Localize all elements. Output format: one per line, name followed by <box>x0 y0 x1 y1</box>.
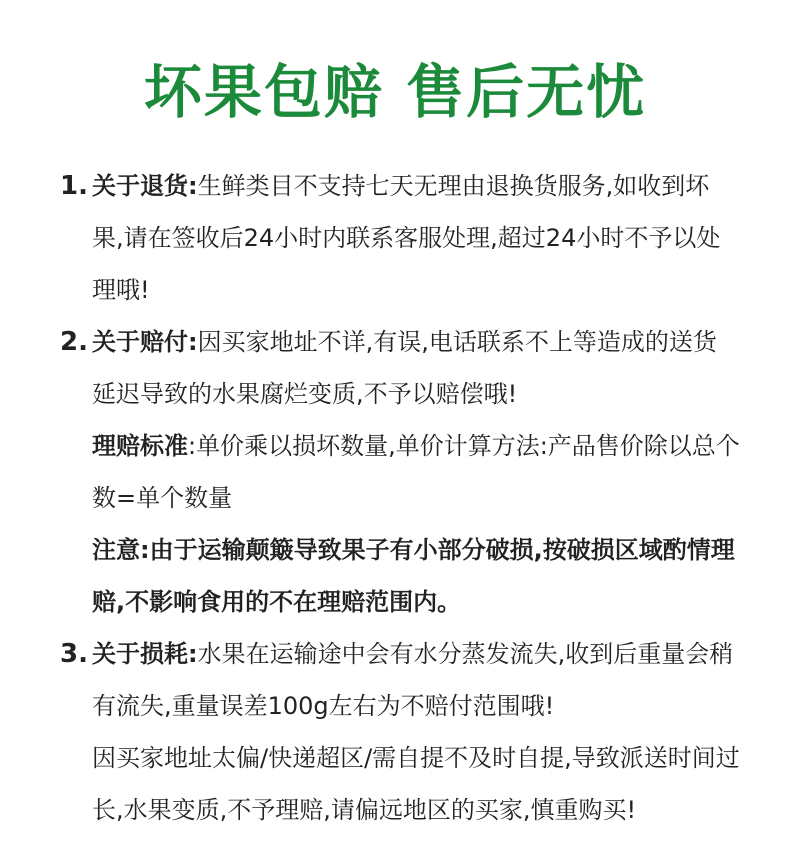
section-text: 生鲜类目不支持七天无理由退换货服务,如收到坏果,请在签收后24小时内联系客服处理,超过24小时不予以处理哦! <box>92 172 721 304</box>
section-label: 关于损耗: <box>92 640 198 668</box>
section-label: 关于退货: <box>92 172 198 200</box>
section-paragraph <box>92 160 740 316</box>
section-paragraph <box>92 316 740 420</box>
section-number: 2. <box>60 327 88 357</box>
remote-area-paragraph: 因买家地址太偏/快递超区/需自提不及时自提,导致派送时间过长,水果变质,不予理赔,请偏远地区的买家,慎重购买! <box>92 744 740 824</box>
policy-section-return <box>60 160 740 316</box>
claim-standard-paragraph <box>92 420 740 524</box>
after-sales-policy-list <box>60 160 740 836</box>
page-title: 坏果包赔 售后无忧 <box>143 58 647 126</box>
section-paragraph <box>92 628 740 732</box>
policy-section-loss <box>60 628 740 836</box>
claim-standard-text: :单价乘以损坏数量,单价计算方法:产品售价除以总个数=单个数量 <box>92 432 740 512</box>
section-label: 关于赔付: <box>92 328 198 356</box>
note-label: 注意: <box>92 536 150 564</box>
note-text: 由于运输颠簸导致果子有小部分破损,按破损区域酌情理赔,不影响食用的不在理赔范围内。 <box>92 536 735 616</box>
claim-standard-label: 理赔标准 <box>92 432 188 460</box>
section-number: 1. <box>60 171 88 201</box>
note-paragraph <box>92 524 740 628</box>
policy-section-compensation <box>60 316 740 628</box>
section-text: 水果在运输途中会有水分蒸发流失,收到后重量会稍有流失,重量误差100g左右为不赔付范围哦! <box>92 640 734 720</box>
section-text: 因买家地址不详,有误,电话联系不上等造成的送货延迟导致的水果腐烂变质,不予以赔偿哦! <box>92 328 717 408</box>
section-number: 3. <box>60 639 88 669</box>
